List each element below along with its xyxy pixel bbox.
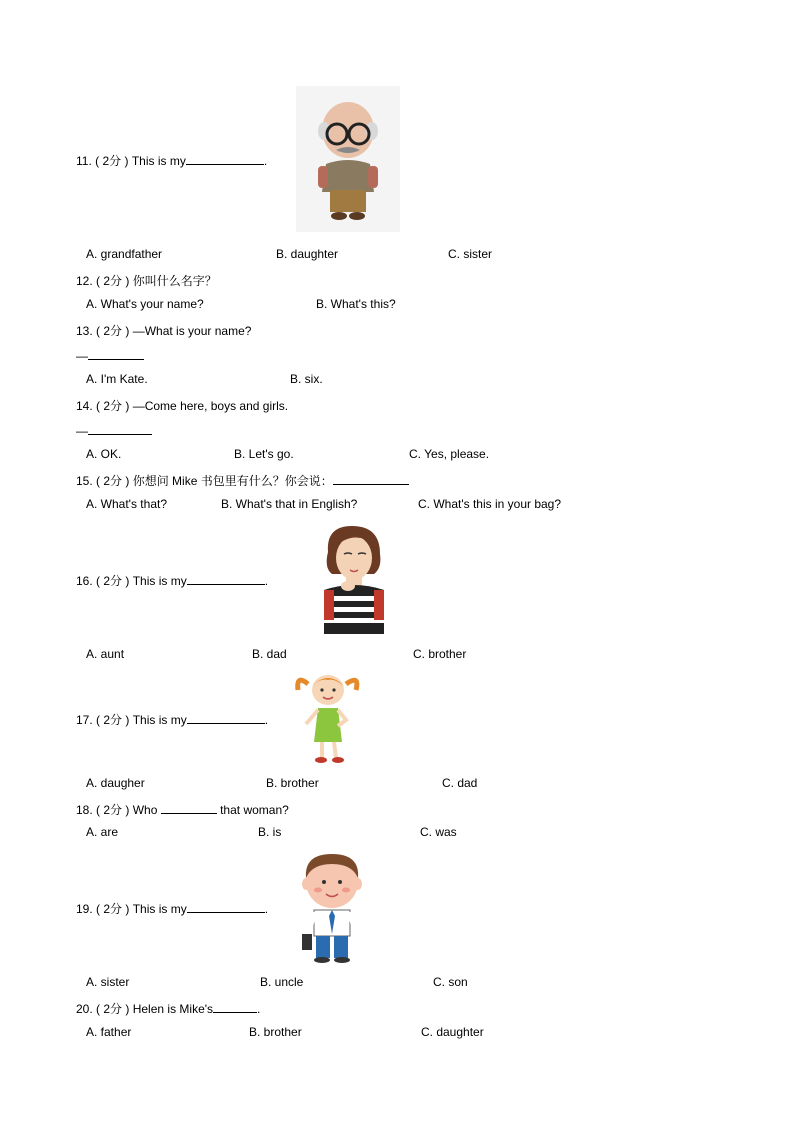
question-number: 17. [76,713,93,727]
question-score: ( 2分 ) [96,574,130,588]
question-stem: This is my [131,154,186,168]
question-number: 14. [76,399,93,413]
question-stem: This is my [132,574,187,588]
option-b[interactable]: B. What's this? [316,297,396,311]
option-c[interactable]: C. was [420,825,457,839]
question-score: ( 2分 ) [96,324,130,338]
option-a[interactable]: A. grandfather [86,247,163,261]
option-b[interactable]: B. is [258,825,282,839]
question-18 [76,801,289,818]
question-19: 19. ( 2分 ) This is my . [76,902,269,916]
answer-blank[interactable] [186,152,264,165]
boy-illustration [294,850,370,966]
question-12 [76,272,217,289]
option-b[interactable]: B. Let's go. [234,447,294,461]
question-stem: —Come here, boys and girls. [132,399,289,413]
question-score: ( 2分 ) [96,274,130,288]
option-a[interactable]: A. What's that? [86,497,167,511]
question-score: ( 2分 ) [95,154,129,168]
option-a[interactable]: A. father [86,1025,132,1039]
question-stem: Who [132,803,158,817]
option-c[interactable]: C. sister [448,247,493,261]
question-number: 19. [76,902,93,916]
question-14 [76,397,288,414]
question-15 [76,472,409,489]
option-c[interactable]: C. daughter [421,1025,484,1039]
answer-blank[interactable] [88,422,152,435]
question-stem: This is my [132,713,187,727]
question-score: ( 2分 ) [96,803,130,817]
question-number: 18. [76,803,93,817]
answer-line: — [76,347,144,363]
option-c[interactable]: C. Yes, please. [409,447,490,461]
girl-illustration [294,668,362,766]
option-c[interactable]: C. son [433,975,468,989]
question-number: 13. [76,324,93,338]
option-b[interactable]: B. uncle [260,975,304,989]
question-stem: Helen is Mike's [132,1002,214,1016]
option-c[interactable]: C. brother [413,647,467,661]
answer-blank[interactable] [161,801,217,814]
option-b[interactable]: B. dad [252,647,287,661]
question-number: 16. [76,574,93,588]
option-c[interactable]: C. What's this in your bag? [418,497,562,511]
option-a[interactable]: A. are [86,825,119,839]
option-a[interactable]: A. OK. [86,447,122,461]
answer-blank[interactable] [213,1000,257,1013]
question-20: 20. ( 2分 ) Helen is Mike's . [76,1002,261,1016]
question-number: 15. [76,474,93,488]
question-11: 11. ( 2分 ) This is my . [76,154,268,168]
option-b[interactable]: B. six. [290,372,323,386]
question-16: 16. ( 2分 ) This is my . [76,574,269,588]
answer-line: — [76,422,152,438]
question-score: ( 2分 ) [96,399,130,413]
answer-blank[interactable] [187,900,265,913]
option-a[interactable]: A. What's your name? [86,297,204,311]
question-13 [76,322,251,339]
question-score: ( 2分 ) [96,902,130,916]
question-stem: 你叫什么名字？ [132,274,217,288]
option-a[interactable]: A. daugher [86,776,145,790]
answer-blank[interactable] [333,472,409,485]
answer-blank[interactable] [187,711,265,724]
option-b[interactable]: B. What's that in English? [221,497,358,511]
question-stem: —What is your name? [132,324,252,338]
question-score: ( 2分 ) [96,1002,130,1016]
question-score: ( 2分 ) [96,474,130,488]
answer-blank[interactable] [187,572,265,585]
question-score: ( 2分 ) [96,713,130,727]
question-17: 17. ( 2分 ) This is my . [76,713,269,727]
question-number: 12. [76,274,93,288]
grandfather-illustration [296,86,400,232]
question-number: 11. [76,154,92,168]
option-b[interactable]: B. brother [266,776,319,790]
option-b[interactable]: B. daughter [276,247,339,261]
question-stem-end: that woman? [220,803,289,817]
option-a[interactable]: A. sister [86,975,130,989]
option-a[interactable]: A. aunt [86,647,125,661]
option-b[interactable]: B. brother [249,1025,302,1039]
option-a[interactable]: A. I'm Kate. [86,372,148,386]
woman-illustration [318,524,388,636]
question-stem: This is my [132,902,187,916]
question-stem: 你想问 Mike 书包里有什么？你会说： [132,474,333,488]
answer-blank[interactable] [88,347,144,360]
question-number: 20. [76,1002,93,1016]
option-c[interactable]: C. dad [442,776,478,790]
